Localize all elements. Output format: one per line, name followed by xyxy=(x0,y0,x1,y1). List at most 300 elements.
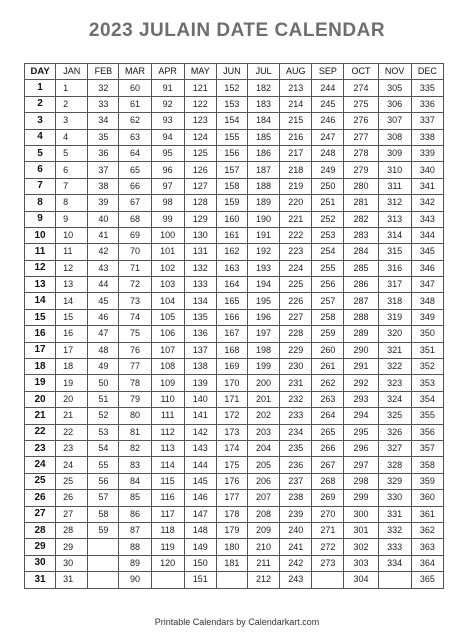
julian-date-cell: 124 xyxy=(184,129,216,145)
julian-date-cell: 354 xyxy=(411,391,443,407)
column-header-jul: JUL xyxy=(248,64,280,80)
julian-date-cell: 133 xyxy=(184,277,216,293)
julian-date-cell: 308 xyxy=(378,129,411,145)
table-row xyxy=(25,178,444,194)
julian-date-cell: 13 xyxy=(56,277,88,293)
julian-date-cell: 63 xyxy=(119,129,151,145)
day-number-cell: 11 xyxy=(25,244,56,260)
julian-date-cell: 302 xyxy=(344,539,378,555)
julian-date-cell: 358 xyxy=(411,457,443,473)
julian-date-cell: 164 xyxy=(216,277,247,293)
julian-date-cell: 320 xyxy=(378,326,411,342)
julian-date-cell: 161 xyxy=(216,227,247,243)
julian-date-cell: 169 xyxy=(216,359,247,375)
julian-date-cell: 26 xyxy=(56,490,88,506)
julian-date-cell: 25 xyxy=(56,473,88,489)
julian-date-cell: 205 xyxy=(248,457,280,473)
julian-date-cell: 233 xyxy=(280,408,312,424)
julian-date-cell: 100 xyxy=(151,227,184,243)
footer-credit: Printable Calendars by Calendarkart.com xyxy=(154,617,320,627)
julian-date-cell: 323 xyxy=(378,375,411,391)
julian-date-cell: 118 xyxy=(151,522,184,538)
julian-date-cell: 222 xyxy=(280,227,312,243)
julian-date-cell: 356 xyxy=(411,424,443,440)
table-row xyxy=(25,391,444,407)
julian-date-cell: 180 xyxy=(216,539,247,555)
julian-date-cell: 212 xyxy=(248,572,280,588)
julian-date-cell: 10 xyxy=(56,227,88,243)
julian-date-cell: 59 xyxy=(88,522,119,538)
header-row xyxy=(25,64,444,80)
julian-date-cell: 95 xyxy=(151,145,184,161)
julian-date-cell: 341 xyxy=(411,178,443,194)
julian-date-cell: 125 xyxy=(184,145,216,161)
julian-date-cell: 297 xyxy=(344,457,378,473)
julian-date-cell: 14 xyxy=(56,293,88,309)
day-number-cell: 31 xyxy=(25,572,56,588)
julian-date-cell: 277 xyxy=(344,129,378,145)
julian-date-cell: 312 xyxy=(378,195,411,211)
julian-date-cell: 52 xyxy=(88,408,119,424)
julian-date-cell: 216 xyxy=(280,129,312,145)
julian-date-cell: 57 xyxy=(88,490,119,506)
julian-date-cell: 51 xyxy=(88,391,119,407)
julian-date-cell: 290 xyxy=(344,342,378,358)
julian-date-cell: 223 xyxy=(280,244,312,260)
table-row xyxy=(25,145,444,161)
julian-date-cell: 75 xyxy=(119,326,151,342)
julian-date-cell xyxy=(88,539,119,555)
julian-date-cell: 43 xyxy=(88,260,119,276)
julian-date-cell: 96 xyxy=(151,162,184,178)
julian-date-cell: 197 xyxy=(248,326,280,342)
julian-date-cell: 217 xyxy=(280,145,312,161)
day-number-cell: 26 xyxy=(25,490,56,506)
julian-date-cell: 64 xyxy=(119,145,151,161)
julian-date-cell: 284 xyxy=(344,244,378,260)
julian-date-cell: 108 xyxy=(151,359,184,375)
day-number-cell: 16 xyxy=(25,326,56,342)
julian-date-cell: 301 xyxy=(344,522,378,538)
julian-date-cell: 128 xyxy=(184,195,216,211)
julian-date-cell: 267 xyxy=(312,457,344,473)
table-row xyxy=(25,522,444,538)
julian-date-cell: 335 xyxy=(411,80,443,96)
table-row xyxy=(25,506,444,522)
julian-date-cell: 39 xyxy=(88,195,119,211)
page-title: 2023 JULAIN DATE CALENDAR xyxy=(88,20,386,41)
day-number-cell: 7 xyxy=(25,178,56,194)
julian-date-cell: 86 xyxy=(119,506,151,522)
table-row xyxy=(25,359,444,375)
julian-date-cell: 286 xyxy=(344,277,378,293)
julian-date-cell: 333 xyxy=(378,539,411,555)
julian-date-cell: 236 xyxy=(280,457,312,473)
julian-date-cell: 316 xyxy=(378,260,411,276)
table-row xyxy=(25,129,444,145)
julian-date-cell: 105 xyxy=(151,309,184,325)
julian-date-cell xyxy=(312,572,344,588)
julian-date-cell: 168 xyxy=(216,342,247,358)
day-number-cell: 4 xyxy=(25,129,56,145)
julian-date-cell: 126 xyxy=(184,162,216,178)
julian-date-cell: 274 xyxy=(344,80,378,96)
julian-date-cell: 299 xyxy=(344,490,378,506)
julian-date-cell: 261 xyxy=(312,359,344,375)
julian-date-cell: 35 xyxy=(88,129,119,145)
julian-date-cell: 307 xyxy=(378,113,411,129)
julian-date-cell: 350 xyxy=(411,326,443,342)
julian-date-cell: 272 xyxy=(312,539,344,555)
julian-date-cell: 121 xyxy=(184,80,216,96)
julian-date-cell: 162 xyxy=(216,244,247,260)
julian-date-cell: 344 xyxy=(411,227,443,243)
julian-date-cell: 132 xyxy=(184,260,216,276)
julian-date-cell: 359 xyxy=(411,473,443,489)
julian-date-cell: 182 xyxy=(248,80,280,96)
julian-date-cell: 287 xyxy=(344,293,378,309)
julian-date-cell: 292 xyxy=(344,375,378,391)
julian-date-cell: 334 xyxy=(378,555,411,571)
julian-date-cell: 27 xyxy=(56,506,88,522)
julian-date-cell: 298 xyxy=(344,473,378,489)
julian-date-cell: 326 xyxy=(378,424,411,440)
column-header-may: MAY xyxy=(184,64,216,80)
julian-date-cell: 101 xyxy=(151,244,184,260)
julian-date-cell: 303 xyxy=(344,555,378,571)
julian-date-cell xyxy=(88,572,119,588)
julian-date-cell xyxy=(216,572,247,588)
julian-date-cell: 345 xyxy=(411,244,443,260)
day-number-cell: 29 xyxy=(25,539,56,555)
julian-date-cell: 255 xyxy=(312,260,344,276)
julian-date-cell: 244 xyxy=(312,80,344,96)
julian-date-cell: 304 xyxy=(344,572,378,588)
day-number-cell: 27 xyxy=(25,506,56,522)
julian-date-cell: 351 xyxy=(411,342,443,358)
julian-date-cell: 113 xyxy=(151,440,184,456)
julian-date-cell: 175 xyxy=(216,457,247,473)
julian-date-cell: 266 xyxy=(312,440,344,456)
julian-date-cell: 94 xyxy=(151,129,184,145)
julian-date-cell: 264 xyxy=(312,408,344,424)
table-row xyxy=(25,342,444,358)
day-number-cell: 14 xyxy=(25,293,56,309)
julian-date-cell: 122 xyxy=(184,96,216,112)
julian-date-cell: 271 xyxy=(312,522,344,538)
julian-date-cell: 211 xyxy=(248,555,280,571)
julian-date-cell: 89 xyxy=(119,555,151,571)
table-row xyxy=(25,375,444,391)
julian-date-cell: 120 xyxy=(151,555,184,571)
julian-date-cell: 30 xyxy=(56,555,88,571)
julian-date-cell: 150 xyxy=(184,555,216,571)
column-header-oct: OCT xyxy=(344,64,378,80)
julian-date-cell: 127 xyxy=(184,178,216,194)
julian-date-cell: 114 xyxy=(151,457,184,473)
julian-date-cell: 352 xyxy=(411,359,443,375)
julian-date-cell: 167 xyxy=(216,326,247,342)
julian-date-cell: 209 xyxy=(248,522,280,538)
julian-date-cell: 82 xyxy=(119,440,151,456)
julian-date-cell: 329 xyxy=(378,473,411,489)
julian-date-cell: 91 xyxy=(151,80,184,96)
julian-date-cell: 291 xyxy=(344,359,378,375)
column-header-day: DAY xyxy=(25,64,56,80)
julian-date-cell: 67 xyxy=(119,195,151,211)
julian-date-cell: 337 xyxy=(411,113,443,129)
julian-date-cell: 29 xyxy=(56,539,88,555)
julian-date-cell: 293 xyxy=(344,391,378,407)
day-number-cell: 19 xyxy=(25,375,56,391)
julian-date-cell: 340 xyxy=(411,162,443,178)
julian-date-cell: 338 xyxy=(411,129,443,145)
julian-date-cell: 305 xyxy=(378,80,411,96)
julian-date-cell: 187 xyxy=(248,162,280,178)
julian-date-cell: 319 xyxy=(378,309,411,325)
column-header-jun: JUN xyxy=(216,64,247,80)
julian-date-cell: 37 xyxy=(88,162,119,178)
julian-date-cell: 23 xyxy=(56,440,88,456)
julian-date-cell: 17 xyxy=(56,342,88,358)
julian-date-cell: 147 xyxy=(184,506,216,522)
julian-date-cell: 4 xyxy=(56,129,88,145)
julian-date-cell: 90 xyxy=(119,572,151,588)
julian-date-cell: 203 xyxy=(248,424,280,440)
julian-date-cell: 246 xyxy=(312,113,344,129)
julian-date-cell: 6 xyxy=(56,162,88,178)
julian-date-cell: 119 xyxy=(151,539,184,555)
julian-date-cell: 77 xyxy=(119,359,151,375)
julian-date-cell: 226 xyxy=(280,293,312,309)
julian-date-cell: 151 xyxy=(184,572,216,588)
julian-date-cell: 176 xyxy=(216,473,247,489)
julian-date-cell: 231 xyxy=(280,375,312,391)
julian-date-cell: 110 xyxy=(151,391,184,407)
julian-date-cell: 68 xyxy=(119,211,151,227)
julian-date-cell: 265 xyxy=(312,424,344,440)
table-row xyxy=(25,440,444,456)
day-number-cell: 30 xyxy=(25,555,56,571)
julian-date-cell: 322 xyxy=(378,359,411,375)
julian-date-cell: 221 xyxy=(280,211,312,227)
day-number-cell: 15 xyxy=(25,309,56,325)
julian-date-cell: 339 xyxy=(411,145,443,161)
julian-date-cell: 166 xyxy=(216,309,247,325)
day-number-cell: 9 xyxy=(25,211,56,227)
julian-date-cell: 107 xyxy=(151,342,184,358)
julian-date-cell: 229 xyxy=(280,342,312,358)
day-number-cell: 20 xyxy=(25,391,56,407)
julian-date-cell: 310 xyxy=(378,162,411,178)
table-row xyxy=(25,293,444,309)
julian-date-cell: 115 xyxy=(151,473,184,489)
julian-date-cell: 281 xyxy=(344,195,378,211)
day-number-cell: 18 xyxy=(25,359,56,375)
julian-date-cell: 278 xyxy=(344,145,378,161)
table-row xyxy=(25,309,444,325)
julian-date-cell: 228 xyxy=(280,326,312,342)
julian-date-cell: 109 xyxy=(151,375,184,391)
table-row xyxy=(25,211,444,227)
julian-date-cell: 243 xyxy=(280,572,312,588)
julian-date-cell: 268 xyxy=(312,473,344,489)
julian-date-cell: 111 xyxy=(151,408,184,424)
julian-date-cell: 327 xyxy=(378,440,411,456)
julian-date-cell: 332 xyxy=(378,522,411,538)
julian-date-cell: 227 xyxy=(280,309,312,325)
julian-date-cell: 207 xyxy=(248,490,280,506)
julian-date-cell: 141 xyxy=(184,408,216,424)
julian-date-cell: 245 xyxy=(312,96,344,112)
julian-date-cell: 47 xyxy=(88,326,119,342)
julian-date-cell: 85 xyxy=(119,490,151,506)
day-number-cell: 10 xyxy=(25,227,56,243)
column-header-dec: DEC xyxy=(411,64,443,80)
julian-date-cell: 252 xyxy=(312,211,344,227)
julian-date-cell: 33 xyxy=(88,96,119,112)
julian-date-cell: 129 xyxy=(184,211,216,227)
julian-date-cell: 36 xyxy=(88,145,119,161)
julian-date-cell: 311 xyxy=(378,178,411,194)
julian-date-cell: 206 xyxy=(248,473,280,489)
table-row xyxy=(25,326,444,342)
julian-date-cell xyxy=(88,555,119,571)
julian-date-cell: 153 xyxy=(216,96,247,112)
table-row xyxy=(25,260,444,276)
julian-date-cell: 21 xyxy=(56,408,88,424)
julian-date-cell: 40 xyxy=(88,211,119,227)
julian-date-cell: 296 xyxy=(344,440,378,456)
day-number-cell: 17 xyxy=(25,342,56,358)
column-header-mar: MAR xyxy=(119,64,151,80)
julian-date-cell: 191 xyxy=(248,227,280,243)
julian-date-cell xyxy=(151,572,184,588)
julian-date-cell: 12 xyxy=(56,260,88,276)
day-number-cell: 3 xyxy=(25,113,56,129)
julian-date-cell: 321 xyxy=(378,342,411,358)
julian-date-cell: 294 xyxy=(344,408,378,424)
julian-date-cell: 137 xyxy=(184,342,216,358)
day-number-cell: 12 xyxy=(25,260,56,276)
julian-date-cell: 289 xyxy=(344,326,378,342)
day-number-cell: 1 xyxy=(25,80,56,96)
julian-date-cell: 275 xyxy=(344,96,378,112)
julian-date-cell: 70 xyxy=(119,244,151,260)
julian-date-cell: 202 xyxy=(248,408,280,424)
julian-date-cell: 363 xyxy=(411,539,443,555)
day-number-cell: 25 xyxy=(25,473,56,489)
julian-date-cell: 49 xyxy=(88,359,119,375)
julian-date-cell: 179 xyxy=(216,522,247,538)
julian-date-cell: 79 xyxy=(119,391,151,407)
table-row xyxy=(25,473,444,489)
julian-date-cell: 165 xyxy=(216,293,247,309)
julian-date-cell: 195 xyxy=(248,293,280,309)
julian-date-cell: 146 xyxy=(184,490,216,506)
table-row xyxy=(25,113,444,129)
table-row xyxy=(25,490,444,506)
julian-date-cell: 66 xyxy=(119,178,151,194)
julian-date-cell: 48 xyxy=(88,342,119,358)
julian-date-cell: 22 xyxy=(56,424,88,440)
julian-date-cell: 181 xyxy=(216,555,247,571)
julian-date-cell: 158 xyxy=(216,178,247,194)
table-row xyxy=(25,424,444,440)
julian-date-cell: 155 xyxy=(216,129,247,145)
julian-date-cell: 346 xyxy=(411,260,443,276)
julian-date-cell: 183 xyxy=(248,96,280,112)
table-row xyxy=(25,457,444,473)
julian-date-cell: 190 xyxy=(248,211,280,227)
julian-date-cell: 142 xyxy=(184,424,216,440)
table-row xyxy=(25,572,444,588)
julian-date-cell: 258 xyxy=(312,309,344,325)
julian-date-cell: 250 xyxy=(312,178,344,194)
julian-date-cell: 353 xyxy=(411,375,443,391)
julian-date-cell: 88 xyxy=(119,539,151,555)
julian-date-cell: 263 xyxy=(312,391,344,407)
julian-date-cell: 139 xyxy=(184,375,216,391)
julian-date-cell: 279 xyxy=(344,162,378,178)
julian-date-cell: 280 xyxy=(344,178,378,194)
julian-date-cell: 112 xyxy=(151,424,184,440)
julian-date-cell: 56 xyxy=(88,473,119,489)
julian-date-cell: 20 xyxy=(56,391,88,407)
julian-date-cell: 8 xyxy=(56,195,88,211)
julian-date-cell: 74 xyxy=(119,309,151,325)
julian-date-cell: 347 xyxy=(411,277,443,293)
julian-date-cell: 93 xyxy=(151,113,184,129)
julian-date-cell: 210 xyxy=(248,539,280,555)
julian-date-cell: 174 xyxy=(216,440,247,456)
julian-date-cell: 193 xyxy=(248,260,280,276)
julian-date-cell: 240 xyxy=(280,522,312,538)
julian-date-cell: 62 xyxy=(119,113,151,129)
column-header-feb: FEB xyxy=(88,64,119,80)
julian-date-cell: 18 xyxy=(56,359,88,375)
table-row xyxy=(25,162,444,178)
julian-date-cell: 220 xyxy=(280,195,312,211)
julian-date-cell: 154 xyxy=(216,113,247,129)
julian-date-cell: 283 xyxy=(344,227,378,243)
julian-date-cell: 362 xyxy=(411,522,443,538)
table-row xyxy=(25,555,444,571)
table-row xyxy=(25,96,444,112)
julian-date-cell: 92 xyxy=(151,96,184,112)
julian-date-cell: 325 xyxy=(378,408,411,424)
julian-date-cell: 204 xyxy=(248,440,280,456)
julian-date-cell: 178 xyxy=(216,506,247,522)
julian-date-cell: 214 xyxy=(280,96,312,112)
julian-date-cell: 1 xyxy=(56,80,88,96)
julian-date-cell: 58 xyxy=(88,506,119,522)
day-number-cell: 21 xyxy=(25,408,56,424)
julian-date-cell: 184 xyxy=(248,113,280,129)
julian-date-cell: 145 xyxy=(184,473,216,489)
table-body xyxy=(25,80,444,588)
column-header-jan: JAN xyxy=(56,64,88,80)
julian-date-cell: 173 xyxy=(216,424,247,440)
julian-date-cell: 313 xyxy=(378,211,411,227)
column-header-nov: NOV xyxy=(378,64,411,80)
julian-date-cell: 336 xyxy=(411,96,443,112)
julian-date-cell: 254 xyxy=(312,244,344,260)
julian-date-cell: 83 xyxy=(119,457,151,473)
julian-date-cell: 201 xyxy=(248,391,280,407)
julian-date-cell: 282 xyxy=(344,211,378,227)
julian-date-cell: 235 xyxy=(280,440,312,456)
